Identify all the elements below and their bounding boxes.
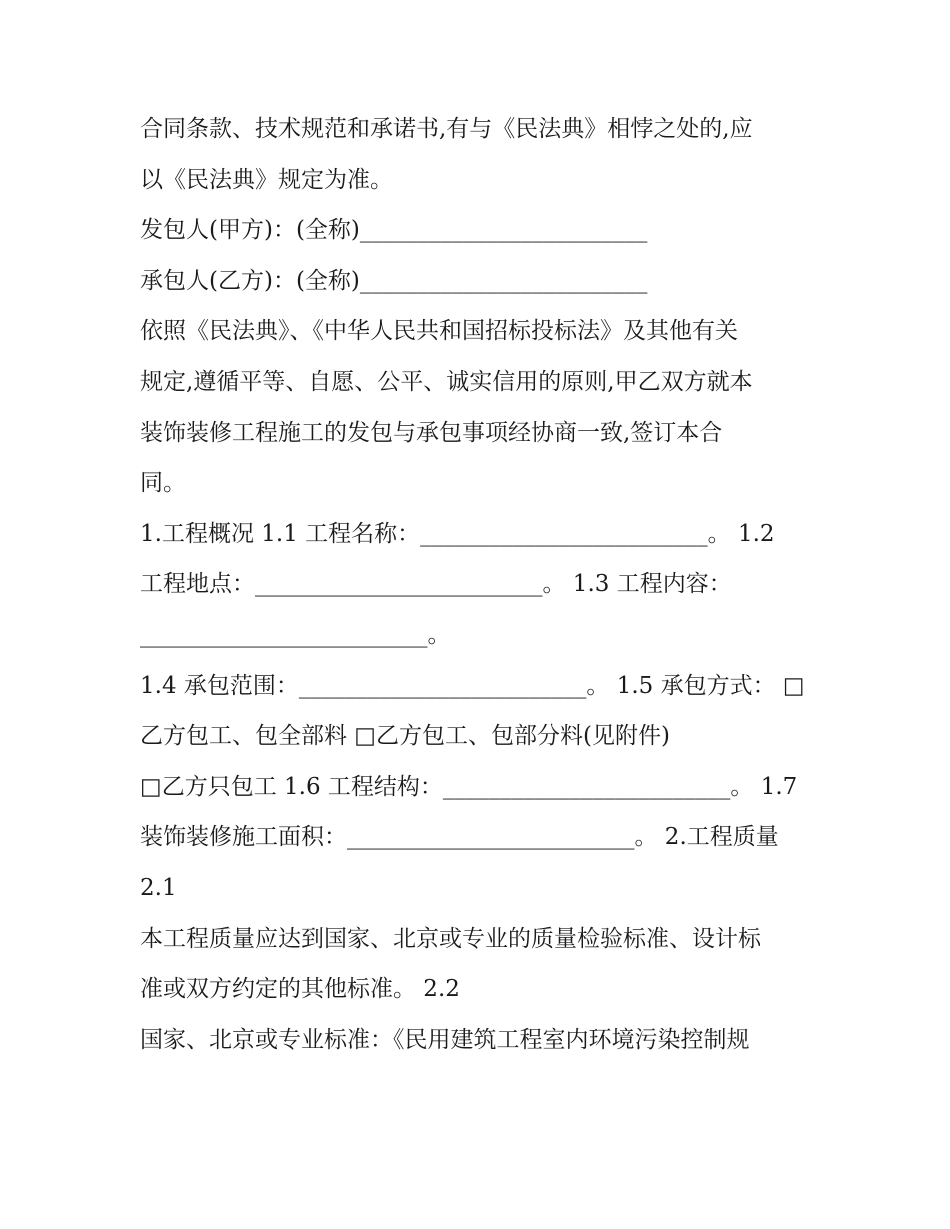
text-line: 同。 (140, 470, 186, 497)
contract-scope-line: 1.4 承包范围：_________________________。 1.5 承包方式： □ (140, 672, 805, 699)
project-structure-line: □乙方只包工 1.6 工程结构：_________________________。 1.7 (140, 773, 798, 800)
construction-area-line: 装饰装修施工面积：_________________________。 2.工程质量 (140, 824, 779, 851)
text-line: 规定,遵循平等、自愿、公平、诚实信用的原则,甲乙双方就本 (140, 368, 753, 395)
contractor-line: 承包人(乙方)：(全称)_________________________ (140, 267, 648, 294)
text-line: 合同条款、技术规范和承诺书,有与《民法典》相悖之处的,应 (140, 116, 753, 142)
text-line: 准或双方约定的其他标准。 2.2 (140, 976, 460, 1003)
text-line: 装饰装修工程施工的发包与承包事项经协商一致,签订本合 (140, 419, 723, 446)
document-body (140, 104, 820, 1065)
text-line: 以《民法典》规定为准。 (140, 166, 393, 193)
text-line: 依照《民法典》、《中华人民共和国招标投标法》及其他有关 (140, 318, 738, 345)
contract-method-line: 乙方包工、包全部料 □乙方包工、包部分料(见附件) (140, 723, 670, 750)
project-location-line: 工程地点：_________________________。 1.3 工程内容： (140, 571, 732, 598)
quality-standard-line: 本工程质量应达到国家、北京或专业的质量检验标准、设计标 (140, 925, 761, 952)
employer-line: 发包人(甲方)：(全称)_________________________ (140, 217, 648, 244)
project-content-line: _________________________。 (140, 621, 451, 648)
national-standard-line: 国家、北京或专业标准：《民用建筑工程室内环境污染控制规 (140, 1026, 750, 1053)
project-overview-line: 1.工程概况 1.1 工程名称：_________________________。 1.2 (140, 520, 775, 547)
section-number-line: 2.1 (140, 874, 177, 901)
